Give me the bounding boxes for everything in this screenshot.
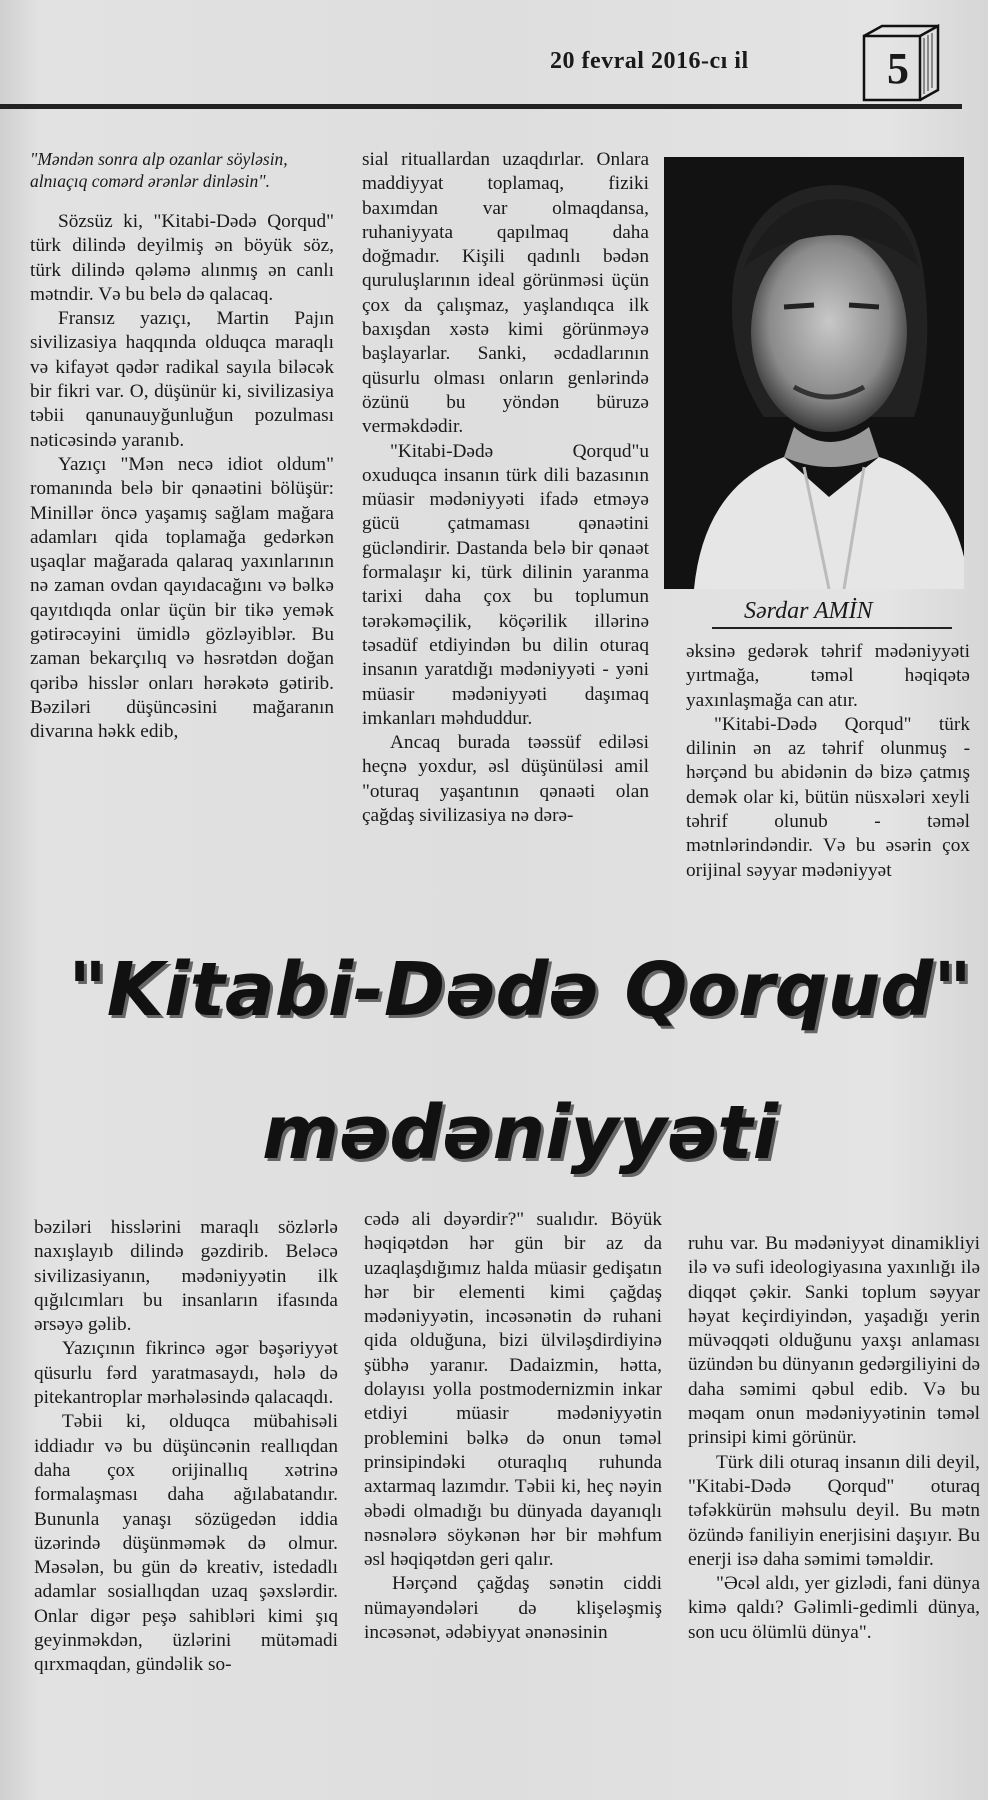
paragraph: bəziləri hisslərini maraqlı sözlərlə naxışlayıb dilində gəzdirib. Beləcə sivilizasiyanın, mədəniyyətin ilk qığılcımları bu insanların ifasında ərsəyə gəlib. — [34, 1217, 338, 1336]
paragraph: "Kitabi-Dədə Qorqud"u oxuduqca insanın türk dili bazasının müasir mədəniyyəti ifadə etməyə gücü çatmaması qənaətini gücləndirir. Dastanda belə bir qənaət formalaşır ki, türk dilinin yaranma tarixi daha çox bu toplumun tərəkəməçilik, köçərilik illərinə təsadüf etdiyindən bu dilin oturaq insanın yaratdığı mədəniyyəti - yəni müasir mədəniyyəti daşımaq imkanları məhduddur. — [362, 440, 649, 729]
paragraph: cədə ali dəyərdir?" sualıdır. Böyük həqiqətdən hər gün bir az da uzaqlaşdığımız halda müasir gedişatın hər bir elementi kimi çağdaş mədəniyyətin, incəsənətin də ruhani qida olduğuna, bizi ülviləşdirdiyinə şübhə yaranır. Dadaizmin, hətta, dolayısı yolla postmodernizmin inkar etdiyi müasir mədəniyyətin problemini bəlkə də onun təməl prinsipindəki oturaqlıq ruhunda axtarmaq lazımdır. Təbii ki, heç nəyin əbədi olmadığı bu dünyada dayanıqlı nəsnələrə söykənən hər bir məhfum əsl həqiqətdən geri qalır. — [364, 1209, 662, 1571]
author-photo — [664, 157, 964, 589]
paragraph: Sözsüz ki, "Kitabi-Dədə Qorqud" türk dilində deyilmiş ən böyük söz, türk dilində qələmə alınmış ən canlı mətndir. Və bu belə də qalacaq. — [30, 211, 334, 305]
paragraph: Türk dili oturaq insanın dili deyil, "Kitabi-Dədə Qorqud" oturaq təfəkkürün məhsulu deyil. Bu mətn özündə faniliyin enerjisini daşıyır. Bu enerji isə daha səmimi təməldir. — [688, 1451, 980, 1570]
issue-date: 20 fevral 2016-cı il — [550, 48, 749, 74]
paragraph: "Kitabi-Dədə Qorqud" türk dilinin ən az təhrif olunmuş - hərçənd bu abidənin də bizə çatmış demək olar ki, bütün nüsxələri xeyli təhrif olunub - təməl mətnlərindəndir. Və bu əsərin çox orijinal səyyar mədəniyyət — [686, 713, 970, 881]
paragraph: Yazıçının fikrincə əgər bəşəriyyət qüsurlu fərd yaratmasaydı, hələ də pitekantroplar mərhələsində qalacaqdı. — [34, 1338, 338, 1409]
paragraph: Fransız yazıçı, Martin Pajın sivilizasiya haqqında olduqca maraqlı və kifayət qədər radikal sayıla biləcək bir fikri var. O, düşünür ki, sivilizasiya təbii qanunauyğunluğun pozulması nəticəsində yaranıb. — [30, 308, 334, 451]
bottom-column-3 — [688, 1232, 980, 1645]
epigraph: "Məndən sonra alp ozanlar söyləsin, alnıaçıq comərd ərənlər dinləsin". — [30, 149, 288, 191]
headline-line-2: mədəniyyəti — [262, 1090, 778, 1176]
top-column-1 — [30, 148, 334, 745]
page-number: 5 — [887, 44, 909, 93]
paragraph: Təbii ki, olduqca mübahisəli iddiadır və bu düşüncənin reallıqdan daha çox orijinallıq xətrinə formalaşması daha ağılabatandır. Bununla yanaşı sözügedən iddia üzərində düşünməmək də olmur. Məsələn, bu gün də kreativ, istedadlı adamlar sosiallıqdan uzaq şəxslərdir. Onlar digər peşə sahibləri kimi şıq geyinməkdən, üzlərini mütəmadi qırxmaqdan, gündəlik so- — [34, 1411, 338, 1676]
paragraph: ruhu var. Bu mədəniyyət dinamikliyi ilə və sufi ideologiyasına yaxınlığı ilə diqqət çəkir. Sanki toplum səyyar həyat keçirdiyindən, yaşadığı yerin müvəqqəti olduğunu yaxşı anlaması üzündən bu dünyanın gedərgiliyini də daha səmimi qəbul edib. Və bu məqam onun mədəniyyətinin təməl prinsipi kimi görünür. — [688, 1233, 981, 1449]
paragraph: Ancaq burada təəssüf ediləsi heçnə yoxdur, əsl düşünüləsi amil "oturaq yaşantının qənaəti olan çağdaş sivilizasiya nə dərə- — [362, 732, 649, 827]
bottom-column-2 — [364, 1208, 662, 1645]
headline-line-1: "Kitabi-Dədə Qorqud" — [68, 947, 972, 1033]
top-column-2 — [362, 148, 649, 828]
top-column-3 — [686, 640, 970, 883]
paragraph: əksinə gedərək təhrif mədəniyyəti yırtmağa, təməl həqiqətə yaxınlaşmağa can atır. — [686, 641, 970, 711]
paragraph: Yazıçı "Mən necə idiot oldum" romanında belə bir qənaətini bölüşür: Minillər öncə yaşamış sağlam mağara adamları qida toplamağa gedərkən uşaqlar mağarada qalaraq yaxınlarının nə zaman ovdan qayıdacağını və bəlkə qayıtdıqda onlar üçün bir tikə yemək gətirəcəyini ümidlə gözləyiblər. Bu zaman bekarçılıq və həsrətdən doğan qəribə hisslər onları hərəkətə gətirib. Bəziləri düşüncəsini mağaranın divarına həkk edib, — [30, 453, 334, 743]
header-rule — [0, 104, 962, 109]
paragraph: Hərçənd çağdaş sənətin ciddi nümayəndələri də klişeləşmiş incəsənət, ədəbiyyat ənənəsinin — [364, 1573, 662, 1644]
caption-rule — [712, 627, 952, 629]
author-name: Sərdar AMİN — [744, 598, 873, 624]
paragraph: sial rituallardan uzaqdırlar. Onlara maddiyyat toplamaq, fiziki baxımdan var olmaqdansa, ruhaniyyata qapılmaq daha doğmadır. Kişili qadınlı bədən quruluşlarının ideal görünməsi üçün çox da çalışmaz, yaşlandıqca ilk baxışdan xəstə kimi görünməyə başlayarlar. Sanki, əcdadlarının qüsurlu olması onların genlərində özünü bu yöndən büruzə verməkdədir. — [362, 149, 649, 438]
paragraph: "Əcəl aldı, yer gizlədi, fani dünya kimə qaldı? Gəlimli-gedimli dünya, son ucu ölümlü dünya". — [688, 1573, 980, 1643]
bottom-column-1 — [34, 1216, 338, 1678]
